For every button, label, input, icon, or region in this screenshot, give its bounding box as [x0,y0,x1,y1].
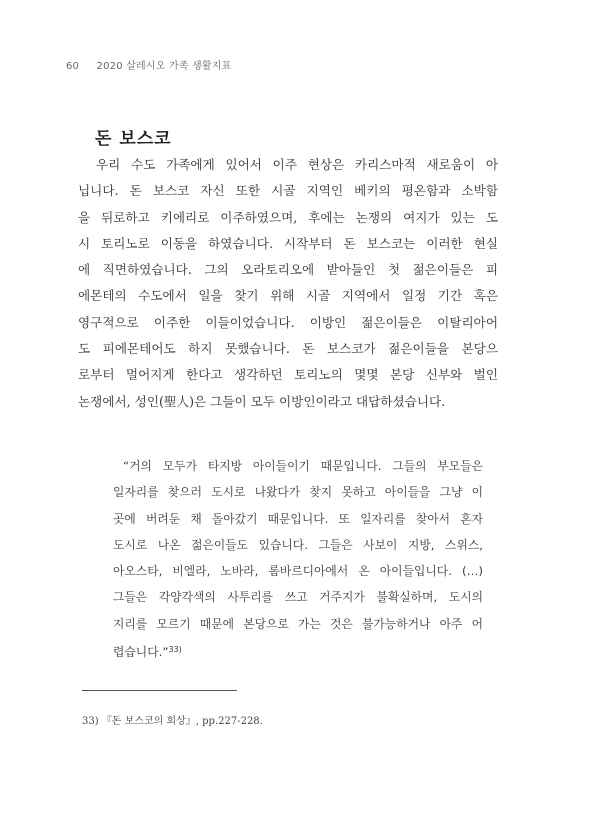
section-heading: 돈 보스코 [95,129,172,149]
body-paragraph [78,152,498,415]
quote-line: “거의 모두가 타지방 아이들이기 때문입니다. 그들의 부모들은 [123,459,483,473]
footnote-divider [82,690,237,691]
footnote: 33) 『돈 보스코의 회상』, pp.227-228. [82,716,263,727]
body-line: 논쟁에서, 성인(聖人)은 그들이 모두 이방인이라고 대답하셨습니다. [78,393,446,409]
quote-line: 렵습니다.” [113,645,169,660]
running-header [66,57,232,72]
quote-line: 곳에 버려둔 채 돌아갔기 때문입니다. 또 일자리를 찾아서 혼자 [113,511,483,526]
body-line: 닙니다. 돈 보스코 자신 또한 시골 지역인 베키의 평온함과 소박함 [78,183,498,199]
block-quote [113,453,483,663]
footnote-reference[interactable]: 33) [168,645,182,655]
body-line: 에몬테의 수도에서 일을 찾기 위해 시골 지역에서 일정 기간 혹은 [78,288,498,304]
quote-line: 그들은 각양각색의 사투리를 쓰고 거주지가 불확실하며, 도시의 [113,590,483,605]
body-line: 에 직면하였습니다. 그의 오라토리오에 받아들인 첫 젊은이들은 피 [78,262,498,278]
body-line: 도 피에몬테어도 하지 못했습니다. 돈 보스코가 젊은이들을 본당으 [78,341,498,357]
body-line: 로부터 멀어지게 한다고 생각하던 토리노의 몇몇 본당 신부와 벌인 [78,367,498,383]
body-line: 시 토리노로 이동을 하였습니다. 시작부터 돈 보스코는 이러한 현실 [78,235,498,251]
body-line: 우리 수도 가족에게 있어서 이주 현상은 카리스마적 새로움이 아 [96,157,498,172]
quote-line: 도시로 나온 젊은이들도 있습니다. 그들은 사보이 지방, 스위스, [113,537,483,552]
page-number: 60 [66,61,80,72]
body-line: 영구적으로 이주한 이들이었습니다. 이방인 젊은이들은 이탈리아어 [78,314,498,330]
body-line: 을 뒤로하고 키에리로 이주하였으며, 후에는 논쟁의 여지가 있는 도 [78,209,498,225]
quote-line: 아오스타, 비엘라, 노바라, 롬바르디아에서 온 아이들입니다. (…) [113,564,483,579]
quote-line: 지리를 모르기 때문에 본당으로 가는 것은 불가능하거나 아주 어 [113,616,483,631]
quote-last-line [113,637,483,663]
quote-line: 일자리를 찾으러 도시로 나왔다가 찾지 못하고 아이들을 그냥 이 [113,485,483,500]
running-title: 2020 살레시오 가족 생활지표 [96,61,232,72]
